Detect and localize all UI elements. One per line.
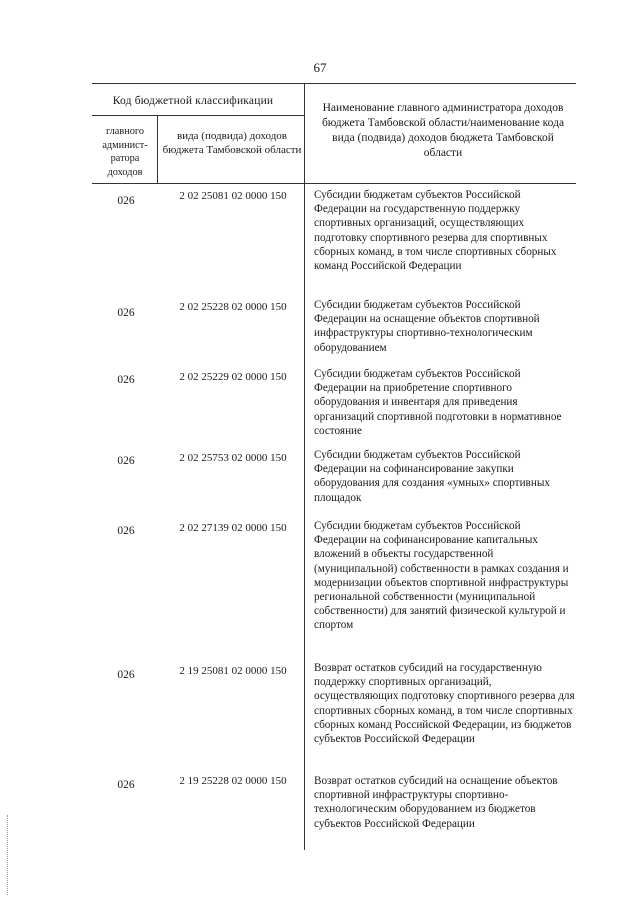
revenue-name-cell: Субсидии бюджетам субъектов Российской Федерации на приобретение спортивного оборудования и инвентаря для приведения организаций спортивной подготовки в нормативное состояние bbox=[314, 368, 562, 437]
kind-column-heading: вида (подвида) доходов бюджета Тамбовской области bbox=[162, 130, 302, 156]
admin-column-divider bbox=[157, 116, 158, 183]
budget-classification-heading: Код бюджетной классификации bbox=[112, 95, 274, 107]
revenue-name-cell: Возврат остатков субсидий на государственную поддержку спортивных организаций, осуществляющих подготовку спортивного резерва для спортивных сборных команд, в том числе спортивных сборных команд Российской Федерации, из бюджетов субъектов Российской Федерации bbox=[314, 662, 575, 746]
admin-code-cell: 026 bbox=[117, 669, 135, 681]
admin-column-heading: главного админист-ратора доходов bbox=[102, 126, 148, 178]
admin-code-cell: 026 bbox=[117, 374, 135, 386]
revenue-name-cell: Субсидии бюджетам субъектов Российской Федерации на софинансирование закупки оборудования для создания «умных» спортивных площадок bbox=[314, 449, 550, 504]
classification-code-cell: 2 19 25228 02 0000 150 bbox=[179, 775, 287, 787]
admin-code-cell: 026 bbox=[117, 779, 135, 791]
classification-code-cell: 2 02 25081 02 0000 150 bbox=[179, 190, 287, 202]
classification-code-cell: 2 02 25229 02 0000 150 bbox=[179, 371, 287, 383]
revenue-name-cell: Субсидии бюджетам субъектов Российской Федерации на государственную поддержку спортивных организаций, осуществляющих подготовку спортивного резерва для спортивных сборных команд, в том числе спортивных сборных команд Российской Федерации bbox=[314, 189, 557, 273]
classification-code-cell: 2 19 25081 02 0000 150 bbox=[179, 665, 287, 677]
classification-code-cell: 2 02 25753 02 0000 150 bbox=[179, 452, 287, 464]
revenue-name-cell: Субсидии бюджетам субъектов Российской Федерации на оснащение объектов спортивной инфраструктуры спортивно-технологическим оборудованием bbox=[314, 299, 540, 354]
classification-header-rule bbox=[92, 115, 304, 116]
revenue-name-cell: Возврат остатков субсидий на оснащение объектов спортивной инфраструктуры спортивно-технологическим оборудованием из бюджетов субъектов Российской Федерации bbox=[314, 775, 558, 830]
classification-code-cell: 2 02 27139 02 0000 150 bbox=[179, 522, 287, 534]
admin-code-cell: 026 bbox=[117, 455, 135, 467]
table-top-rule bbox=[92, 83, 576, 84]
classification-code-cell: 2 02 25228 02 0000 150 bbox=[179, 301, 287, 313]
header-bottom-rule bbox=[92, 183, 576, 184]
admin-code-cell: 026 bbox=[117, 307, 135, 319]
page-number: 67 bbox=[313, 60, 327, 75]
scan-margin-mark bbox=[7, 815, 12, 895]
admin-code-cell: 026 bbox=[117, 525, 135, 537]
admin-code-cell: 026 bbox=[117, 195, 135, 207]
name-column-heading: Наименование главного администратора доходов бюджета Тамбовской области/наименование кода вида (подвида) доходов бюджета Тамбовской области bbox=[321, 102, 565, 159]
revenue-name-cell: Субсидии бюджетам субъектов Российской Федерации на софинансирование капитальных вложений в объекты государственной (муниципальной) собственности в рамках создания и модернизации объектов спортивной инфраструктуры региональной собственности (муниципальной собственности) для занятий физической культурой и спортом bbox=[314, 520, 569, 632]
